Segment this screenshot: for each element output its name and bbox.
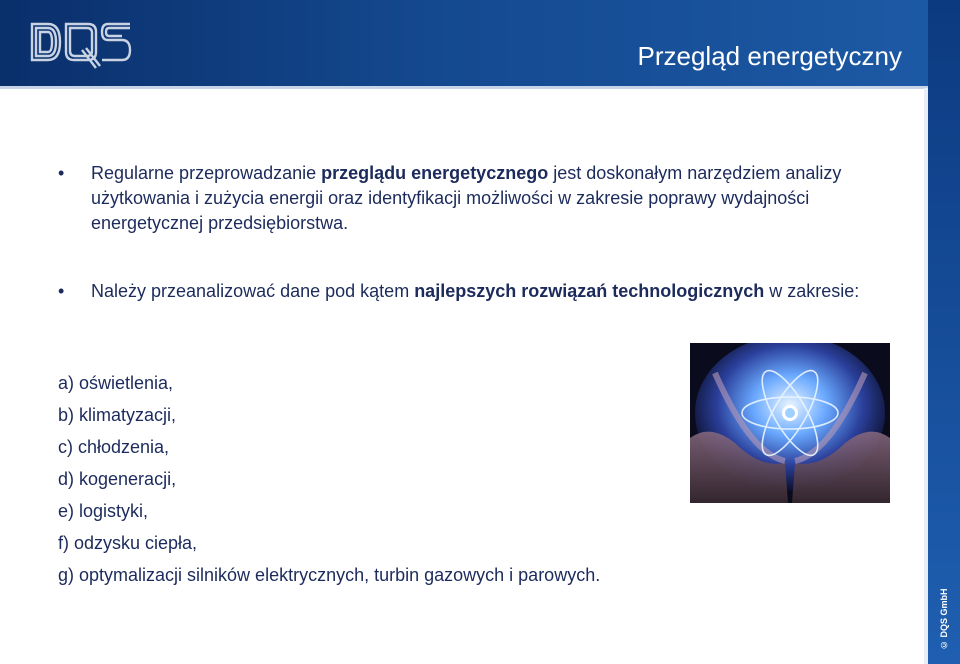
dqs-logo-icon xyxy=(26,14,136,74)
paragraph-text: jest doskonałym narzędziem analizy użytkowania i zużycia energii oraz identyfikacji możliwości w zakresie poprawy wydajności energetycznej przedsiębiorstwa. xyxy=(91,163,842,233)
paragraph-bold-text: przeglądu energetycznego xyxy=(321,163,549,183)
bullet-dot: • xyxy=(58,281,65,301)
list-item: e) logistyki, xyxy=(58,501,149,521)
paragraph-text: Regularne przeprowadzanie xyxy=(91,163,322,183)
side-strip xyxy=(928,0,960,664)
list-item: c) chłodzenia, xyxy=(58,437,170,457)
list-item: g) optymalizacji silników elektrycznych, turbin gazowych i parowych. xyxy=(58,565,601,585)
list-item: d) kogeneracji, xyxy=(58,469,177,489)
header-divider xyxy=(0,86,960,89)
paragraph-bold-text: najlepszych rozwiązań technologicznych xyxy=(414,281,765,301)
paragraph-technologies xyxy=(91,279,891,304)
copyright-notice: © DQS GmbH xyxy=(939,588,949,650)
paragraph-text: w zakresie: xyxy=(764,281,860,301)
list-item: a) oświetlenia, xyxy=(58,373,174,393)
bullet-dot: • xyxy=(58,163,65,183)
list-item: b) klimatyzacji, xyxy=(58,405,177,425)
hands-atom-image xyxy=(690,343,890,503)
page-title: Przegląd energetyczny xyxy=(637,41,902,71)
paragraph-energy-review xyxy=(91,161,891,236)
side-strip-border xyxy=(924,88,928,664)
list-item: f) odzysku ciepła, xyxy=(58,533,198,553)
area-list xyxy=(58,367,600,591)
paragraph-text: Należy przeanalizować dane pod kątem xyxy=(91,281,415,301)
